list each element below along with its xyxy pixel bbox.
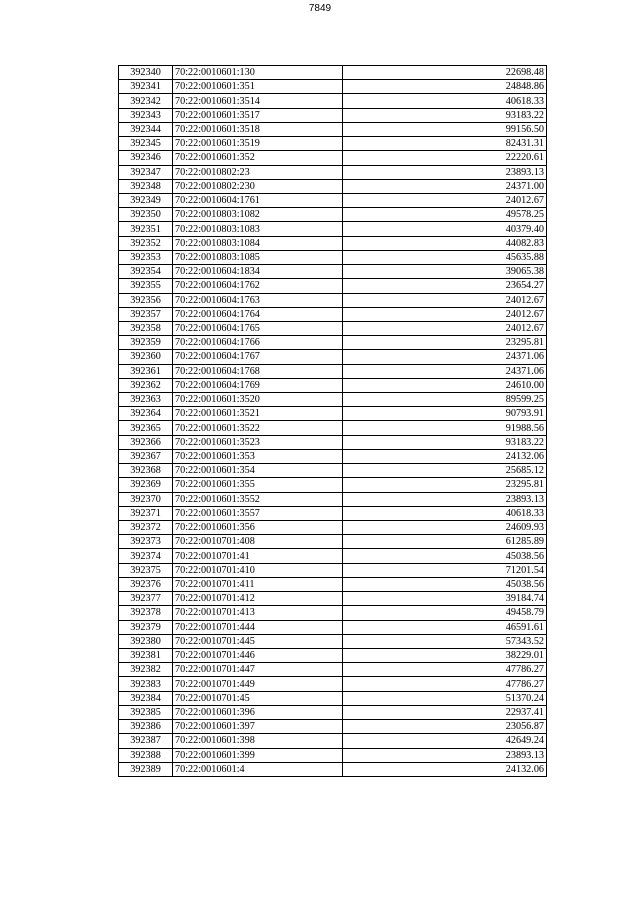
table-body (119, 66, 547, 777)
table-row (119, 350, 547, 364)
cadastral-number-cell: 70:22:0010601:3517 (173, 108, 343, 122)
table-row (119, 734, 547, 748)
value-cell: 82431.31 (343, 137, 547, 151)
row-number-cell: 392376 (119, 577, 173, 591)
value-cell: 24132.06 (343, 449, 547, 463)
page-number: 7849 (308, 3, 332, 14)
table-row (119, 421, 547, 435)
row-number-cell: 392359 (119, 336, 173, 350)
row-number-cell: 392363 (119, 393, 173, 407)
row-number-cell: 392349 (119, 193, 173, 207)
value-cell: 39184.74 (343, 592, 547, 606)
table-row (119, 279, 547, 293)
cadastral-number-cell: 70:22:0010701:41 (173, 549, 343, 563)
cadastral-number-cell: 70:22:0010601:3519 (173, 137, 343, 151)
table-row (119, 336, 547, 350)
row-number-cell: 392380 (119, 634, 173, 648)
value-cell: 46591.61 (343, 620, 547, 634)
row-number-cell: 392345 (119, 137, 173, 151)
table-row (119, 506, 547, 520)
table-row (119, 137, 547, 151)
table-row (119, 208, 547, 222)
table-row (119, 577, 547, 591)
value-cell: 24371.06 (343, 364, 547, 378)
value-cell: 24609.93 (343, 521, 547, 535)
cadastral-number-cell: 70:22:0010604:1764 (173, 307, 343, 321)
row-number-cell: 392366 (119, 435, 173, 449)
cadastral-number-cell: 70:22:0010604:1763 (173, 293, 343, 307)
cadastral-number-cell: 70:22:0010701:45 (173, 691, 343, 705)
cadastral-number-cell: 70:22:0010601:397 (173, 720, 343, 734)
table-row (119, 179, 547, 193)
value-cell: 49458.79 (343, 606, 547, 620)
cadastral-number-cell: 70:22:0010601:3521 (173, 407, 343, 421)
cadastral-number-cell: 70:22:0010604:1767 (173, 350, 343, 364)
cadastral-number-cell: 70:22:0010601:130 (173, 66, 343, 80)
cadastral-number-cell: 70:22:0010601:355 (173, 478, 343, 492)
cadastral-number-cell: 70:22:0010701:449 (173, 677, 343, 691)
row-number-cell: 392388 (119, 748, 173, 762)
table-row (119, 492, 547, 506)
value-cell: 24012.67 (343, 307, 547, 321)
table-row (119, 648, 547, 662)
cadastral-number-cell: 70:22:0010604:1761 (173, 193, 343, 207)
row-number-cell: 392375 (119, 563, 173, 577)
table-row (119, 535, 547, 549)
row-number-cell: 392383 (119, 677, 173, 691)
table-row (119, 378, 547, 392)
cadastral-number-cell: 70:22:0010601:3514 (173, 94, 343, 108)
table-row (119, 449, 547, 463)
value-cell: 47786.27 (343, 663, 547, 677)
value-cell: 44082.83 (343, 236, 547, 250)
cadastral-number-cell: 70:22:0010802:230 (173, 179, 343, 193)
table-row (119, 222, 547, 236)
table-row (119, 705, 547, 719)
row-number-cell: 392362 (119, 378, 173, 392)
row-number-cell: 392358 (119, 321, 173, 335)
cadastral-number-cell: 70:22:0010701:408 (173, 535, 343, 549)
value-cell: 57343.52 (343, 634, 547, 648)
value-cell: 24610.00 (343, 378, 547, 392)
table-row (119, 250, 547, 264)
row-number-cell: 392355 (119, 279, 173, 293)
row-number-cell: 392360 (119, 350, 173, 364)
row-number-cell: 392385 (119, 705, 173, 719)
table-row (119, 66, 547, 80)
row-number-cell: 392350 (119, 208, 173, 222)
row-number-cell: 392365 (119, 421, 173, 435)
row-number-cell: 392374 (119, 549, 173, 563)
row-number-cell: 392346 (119, 151, 173, 165)
row-number-cell: 392377 (119, 592, 173, 606)
table-row (119, 122, 547, 136)
value-cell: 99156.50 (343, 122, 547, 136)
cadastral-number-cell: 70:22:0010601:353 (173, 449, 343, 463)
value-cell: 22698.48 (343, 66, 547, 80)
table-row (119, 634, 547, 648)
cadastral-number-cell: 70:22:0010803:1084 (173, 236, 343, 250)
cadastral-number-cell: 70:22:0010601:351 (173, 80, 343, 94)
cadastral-number-cell: 70:22:0010601:3522 (173, 421, 343, 435)
cadastral-number-cell: 70:22:0010604:1762 (173, 279, 343, 293)
value-cell: 24012.67 (343, 293, 547, 307)
value-cell: 24132.06 (343, 762, 547, 776)
value-cell: 91988.56 (343, 421, 547, 435)
value-cell: 25685.12 (343, 464, 547, 478)
cadastral-value-table (118, 65, 547, 777)
cadastral-number-cell: 70:22:0010604:1834 (173, 265, 343, 279)
table-row (119, 720, 547, 734)
row-number-cell: 392352 (119, 236, 173, 250)
value-cell: 47786.27 (343, 677, 547, 691)
table-row (119, 563, 547, 577)
cadastral-number-cell: 70:22:0010701:444 (173, 620, 343, 634)
row-number-cell: 392372 (119, 521, 173, 535)
row-number-cell: 392373 (119, 535, 173, 549)
value-cell: 23056.87 (343, 720, 547, 734)
table-row (119, 364, 547, 378)
value-cell: 23893.13 (343, 748, 547, 762)
cadastral-number-cell: 70:22:0010604:1766 (173, 336, 343, 350)
table-row (119, 748, 547, 762)
row-number-cell: 392371 (119, 506, 173, 520)
cadastral-number-cell: 70:22:0010601:352 (173, 151, 343, 165)
table-row (119, 762, 547, 776)
table-row (119, 293, 547, 307)
table-row (119, 108, 547, 122)
value-cell: 51370.24 (343, 691, 547, 705)
table-row (119, 236, 547, 250)
row-number-cell: 392348 (119, 179, 173, 193)
row-number-cell: 392370 (119, 492, 173, 506)
cadastral-number-cell: 70:22:0010601:354 (173, 464, 343, 478)
value-cell: 22220.61 (343, 151, 547, 165)
cadastral-number-cell: 70:22:0010701:410 (173, 563, 343, 577)
cadastral-number-cell: 70:22:0010604:1768 (173, 364, 343, 378)
table-row (119, 321, 547, 335)
value-cell: 23654.27 (343, 279, 547, 293)
cadastral-number-cell: 70:22:0010601:356 (173, 521, 343, 535)
row-number-cell: 392389 (119, 762, 173, 776)
row-number-cell: 392367 (119, 449, 173, 463)
cadastral-number-cell: 70:22:0010601:3518 (173, 122, 343, 136)
value-cell: 24371.06 (343, 350, 547, 364)
table-row (119, 407, 547, 421)
row-number-cell: 392382 (119, 663, 173, 677)
value-cell: 45635.88 (343, 250, 547, 264)
value-cell: 24012.67 (343, 193, 547, 207)
table-row (119, 193, 547, 207)
table-row (119, 521, 547, 535)
row-number-cell: 392378 (119, 606, 173, 620)
value-cell: 39065.38 (343, 265, 547, 279)
value-cell: 93183.22 (343, 108, 547, 122)
table-row (119, 80, 547, 94)
cadastral-number-cell: 70:22:0010604:1765 (173, 321, 343, 335)
table-row (119, 435, 547, 449)
table-row (119, 165, 547, 179)
cadastral-number-cell: 70:22:0010803:1083 (173, 222, 343, 236)
value-cell: 42649.24 (343, 734, 547, 748)
cadastral-number-cell: 70:22:0010601:3520 (173, 393, 343, 407)
value-cell: 24371.00 (343, 179, 547, 193)
value-cell: 24848.86 (343, 80, 547, 94)
table-row (119, 265, 547, 279)
value-cell: 40618.33 (343, 506, 547, 520)
row-number-cell: 392381 (119, 648, 173, 662)
cadastral-number-cell: 70:22:0010601:3523 (173, 435, 343, 449)
value-cell: 90793.91 (343, 407, 547, 421)
row-number-cell: 392364 (119, 407, 173, 421)
row-number-cell: 392344 (119, 122, 173, 136)
value-cell: 40379.40 (343, 222, 547, 236)
table-row (119, 151, 547, 165)
cadastral-number-cell: 70:22:0010601:399 (173, 748, 343, 762)
row-number-cell: 392369 (119, 478, 173, 492)
table-row (119, 94, 547, 108)
cadastral-number-cell: 70:22:0010803:1082 (173, 208, 343, 222)
cadastral-number-cell: 70:22:0010601:396 (173, 705, 343, 719)
value-cell: 40618.33 (343, 94, 547, 108)
cadastral-number-cell: 70:22:0010701:447 (173, 663, 343, 677)
table-row (119, 606, 547, 620)
table-row (119, 592, 547, 606)
cadastral-number-cell: 70:22:0010701:445 (173, 634, 343, 648)
value-cell: 24012.67 (343, 321, 547, 335)
value-cell: 61285.89 (343, 535, 547, 549)
row-number-cell: 392379 (119, 620, 173, 634)
row-number-cell: 392368 (119, 464, 173, 478)
row-number-cell: 392354 (119, 265, 173, 279)
table-row (119, 393, 547, 407)
value-cell: 93183.22 (343, 435, 547, 449)
row-number-cell: 392343 (119, 108, 173, 122)
value-cell: 23295.81 (343, 336, 547, 350)
row-number-cell: 392351 (119, 222, 173, 236)
value-cell: 23893.13 (343, 492, 547, 506)
cadastral-number-cell: 70:22:0010701:411 (173, 577, 343, 591)
row-number-cell: 392353 (119, 250, 173, 264)
value-cell: 49578.25 (343, 208, 547, 222)
table-row (119, 691, 547, 705)
value-cell: 89599.25 (343, 393, 547, 407)
table-row (119, 464, 547, 478)
cadastral-number-cell: 70:22:0010701:446 (173, 648, 343, 662)
table-row (119, 307, 547, 321)
row-number-cell: 392384 (119, 691, 173, 705)
cadastral-number-cell: 70:22:0010701:413 (173, 606, 343, 620)
cadastral-number-cell: 70:22:0010601:3552 (173, 492, 343, 506)
row-number-cell: 392386 (119, 720, 173, 734)
value-cell: 22937.41 (343, 705, 547, 719)
value-cell: 71201.54 (343, 563, 547, 577)
table-row (119, 620, 547, 634)
value-cell: 45038.56 (343, 549, 547, 563)
value-cell: 38229.01 (343, 648, 547, 662)
table-row (119, 677, 547, 691)
row-number-cell: 392341 (119, 80, 173, 94)
row-number-cell: 392347 (119, 165, 173, 179)
cadastral-number-cell: 70:22:0010701:412 (173, 592, 343, 606)
row-number-cell: 392342 (119, 94, 173, 108)
cadastral-number-cell: 70:22:0010601:3557 (173, 506, 343, 520)
row-number-cell: 392387 (119, 734, 173, 748)
table-row (119, 549, 547, 563)
value-cell: 23295.81 (343, 478, 547, 492)
cadastral-number-cell: 70:22:0010601:4 (173, 762, 343, 776)
row-number-cell: 392356 (119, 293, 173, 307)
row-number-cell: 392340 (119, 66, 173, 80)
cadastral-number-cell: 70:22:0010604:1769 (173, 378, 343, 392)
value-cell: 45038.56 (343, 577, 547, 591)
table-row (119, 478, 547, 492)
cadastral-number-cell: 70:22:0010802:23 (173, 165, 343, 179)
cadastral-number-cell: 70:22:0010803:1085 (173, 250, 343, 264)
row-number-cell: 392357 (119, 307, 173, 321)
cadastral-number-cell: 70:22:0010601:398 (173, 734, 343, 748)
table-row (119, 663, 547, 677)
value-cell: 23893.13 (343, 165, 547, 179)
row-number-cell: 392361 (119, 364, 173, 378)
